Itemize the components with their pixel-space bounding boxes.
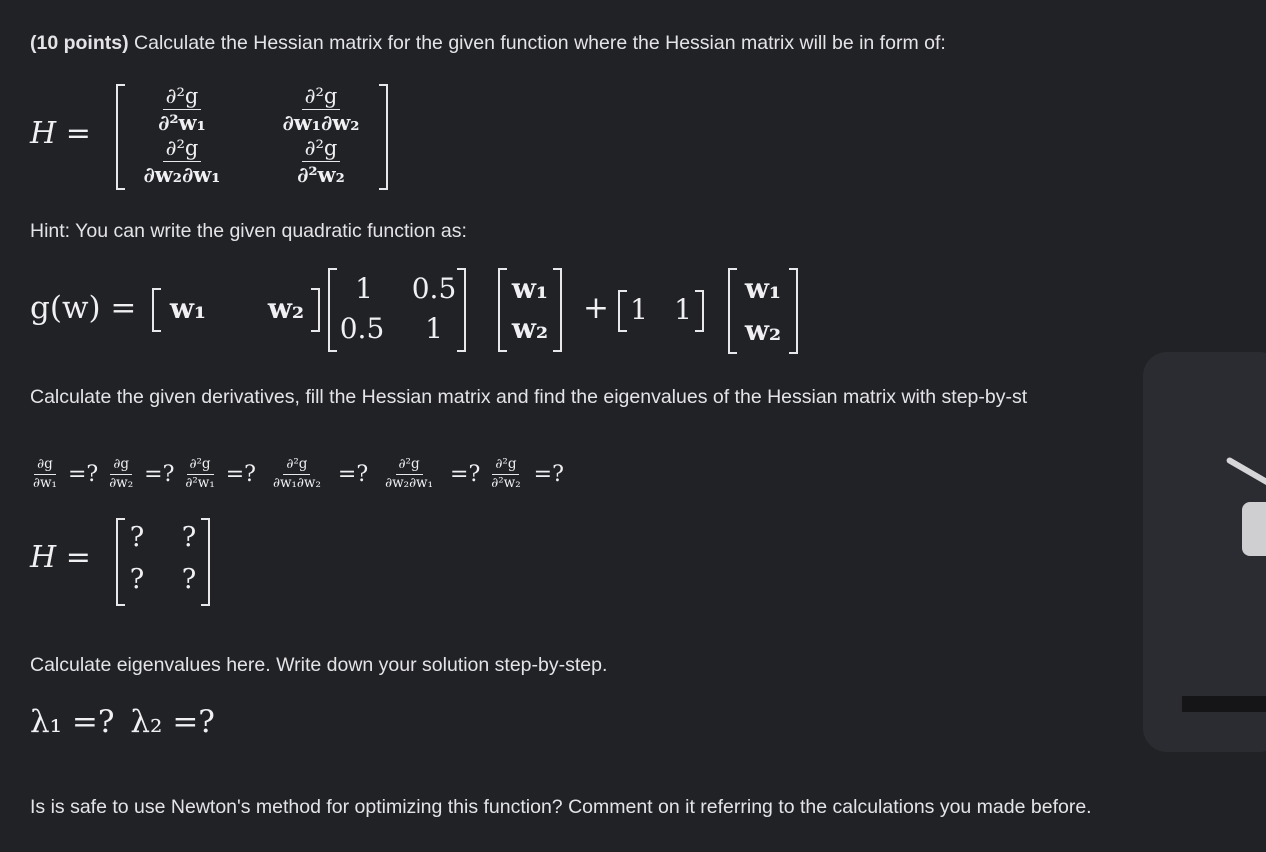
hessian-unknown-matrix (116, 518, 210, 606)
hu-12: ? (181, 522, 197, 553)
column-vector (498, 268, 562, 352)
deriv-6-eq: =? (533, 461, 564, 487)
lambda-2: λ₂ =? (130, 704, 215, 740)
deriv-2-num: ∂g (110, 458, 132, 475)
hu-21: ? (129, 564, 145, 595)
points-label: (10 points) (30, 32, 129, 54)
row-vector-w2: w₂ (267, 292, 305, 325)
hu-22: ? (181, 564, 197, 595)
matrix-a11: 1 (355, 272, 373, 305)
deriv-2-eq: =? (144, 461, 175, 487)
quadratic-lhs: g(w) = (30, 290, 137, 326)
deriv-1-den: ∂w₁ (33, 474, 57, 491)
matrix-a12: 0.5 (411, 272, 457, 305)
linear-vector-1: 1 (630, 293, 648, 326)
hessian-unknown-lhs: H = (30, 540, 91, 575)
column-vector-2 (728, 268, 798, 354)
deriv-5-den: ∂w₂∂w₁ (385, 474, 434, 491)
floating-widget[interactable] (1143, 352, 1266, 752)
eigen-prompt: Calculate eigenvalues here. Write down your solution step-by-step. (30, 654, 608, 676)
quadratic-expression (30, 268, 830, 358)
h22-den: ∂²w₂ (297, 162, 345, 187)
hessian-form-lhs: H = (30, 116, 91, 151)
deriv-5-num: ∂²g (396, 458, 423, 475)
column-vector-w1: w₁ (511, 272, 549, 305)
h22-num: ∂²g (302, 138, 341, 162)
column-vector-w2: w₂ (511, 312, 549, 345)
eigenvalues-line (30, 704, 215, 740)
matrix-a21: 0.5 (339, 312, 385, 345)
deriv-2-den: ∂w₂ (109, 474, 134, 491)
widget-divider (1182, 696, 1266, 712)
h11-num: ∂²g (163, 86, 202, 110)
h12-num: ∂²g (302, 86, 341, 110)
linear-vector (618, 290, 704, 332)
h12-den: ∂w₁∂w₂ (282, 110, 360, 135)
h11-den: ∂²w₁ (158, 110, 206, 135)
hint-text: Hint: You can write the given quadratic function as: (30, 220, 467, 242)
column-vector-2-w1: w₁ (744, 272, 782, 305)
hu-11: ? (129, 522, 145, 553)
deriv-4-den: ∂w₁∂w₂ (272, 474, 321, 491)
instruction-text: Calculate the given derivatives, fill the Hessian matrix and find the eigenvalues of the Hessian matrix with step-by-st (30, 386, 1028, 408)
hessian-unknown (30, 518, 230, 610)
question-prompt (30, 32, 946, 55)
h21-den: ∂w₂∂w₁ (143, 162, 221, 187)
h21-num: ∂²g (163, 138, 202, 162)
deriv-3-eq: =? (225, 461, 256, 487)
newton-question: Is is safe to use Newton's method for optimizing this function? Comment on it referring to the calculations you made before. (30, 796, 1092, 818)
row-vector (152, 288, 320, 332)
lambda-1: λ₁ =? (30, 704, 115, 740)
deriv-3-num: ∂²g (187, 458, 214, 475)
matrix-a22: 1 (425, 312, 443, 345)
deriv-1-num: ∂g (34, 458, 56, 475)
deriv-3-den: ∂²w₁ (185, 474, 215, 491)
clock-hand-icon (1226, 456, 1266, 491)
hessian-form-matrix (116, 84, 388, 190)
deriv-1-eq: =? (67, 461, 99, 487)
linear-vector-2: 1 (674, 293, 692, 326)
column-vector-2-w2: w₂ (744, 314, 782, 347)
hessian-form (30, 84, 400, 194)
derivatives-row (30, 452, 564, 496)
deriv-4-eq: =? (337, 461, 369, 487)
deriv-4-num: ∂²g (283, 458, 310, 475)
plus-sign: + (583, 290, 609, 326)
deriv-5-eq: =? (450, 461, 481, 487)
deriv-6-num: ∂²g (492, 458, 519, 475)
row-vector-w1: w₁ (169, 292, 207, 325)
quadratic-matrix (328, 268, 466, 352)
deriv-6-den: ∂²w₂ (491, 474, 521, 491)
prompt-text: Calculate the Hessian matrix for the given function where the Hessian matrix will be in form of: (128, 32, 946, 54)
widget-handle-icon[interactable] (1242, 502, 1266, 556)
